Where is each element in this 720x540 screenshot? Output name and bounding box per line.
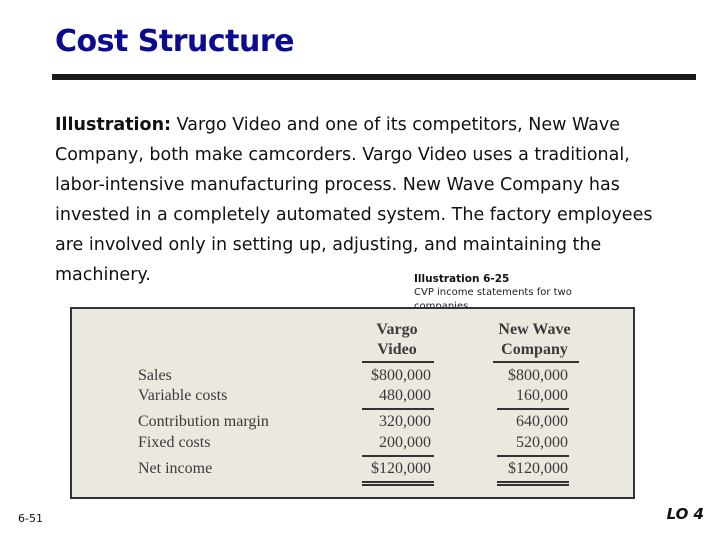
cell-newwave-net-income: $120,000 [508, 460, 568, 477]
cell-newwave-sales: $800,000 [508, 367, 568, 384]
page-number: 6-51 [18, 512, 43, 525]
subtotal-rule [497, 408, 569, 410]
row-label-net-income: Net income [138, 460, 213, 477]
learning-objective-tag: LO 4 [666, 505, 704, 523]
cell-newwave-variable-costs: 160,000 [516, 387, 568, 404]
slide-title: Cost Structure [55, 24, 294, 59]
subtotal-rule [497, 455, 569, 457]
illustration-label: Illustration: [55, 115, 172, 135]
title-divider [52, 74, 696, 80]
row-label-fixed-costs: Fixed costs [138, 434, 211, 451]
cell-vargo-contribution-margin: 320,000 [379, 413, 431, 430]
total-double-rule [362, 484, 434, 486]
total-double-rule [362, 481, 434, 483]
cell-vargo-net-income: $120,000 [371, 460, 431, 477]
row-label-sales: Sales [138, 367, 172, 384]
cell-vargo-fixed-costs: 200,000 [379, 434, 431, 451]
cell-newwave-contribution-margin: 640,000 [516, 413, 568, 430]
body-paragraph [55, 110, 665, 290]
cell-vargo-sales: $800,000 [371, 367, 431, 384]
illustration-description: CVP income statements for two [414, 287, 572, 298]
cell-newwave-fixed-costs: 520,000 [516, 434, 568, 451]
column-header-line2: Company [501, 341, 568, 358]
column-header-new-wave [482, 320, 587, 360]
column-header-vargo [357, 320, 437, 360]
column-header-line2: Video [377, 341, 417, 358]
total-double-rule [497, 481, 569, 483]
column-header-line1: Vargo [376, 321, 418, 338]
illustration-number: Illustration 6-25 [414, 273, 510, 285]
column-header-line1: New Wave [498, 321, 571, 338]
row-label-contribution-margin: Contribution margin [138, 413, 269, 430]
body-text: Vargo Video and one of its competitors, New Wave Company, both make camcorders. Vargo Video uses a traditional, labor-intensive manufacturing process. New Wave Company has invested in a completely automated system. The factory employees are involved only in setting up, adjusting, and maintaining the machinery. [55, 115, 653, 285]
cell-vargo-variable-costs: 480,000 [379, 387, 431, 404]
cvp-income-statement-table [70, 307, 635, 499]
header-underline [493, 361, 579, 363]
row-label-variable-costs: Variable costs [138, 387, 228, 404]
subtotal-rule [362, 408, 434, 410]
total-double-rule [497, 484, 569, 486]
header-underline [362, 361, 434, 363]
subtotal-rule [362, 455, 434, 457]
